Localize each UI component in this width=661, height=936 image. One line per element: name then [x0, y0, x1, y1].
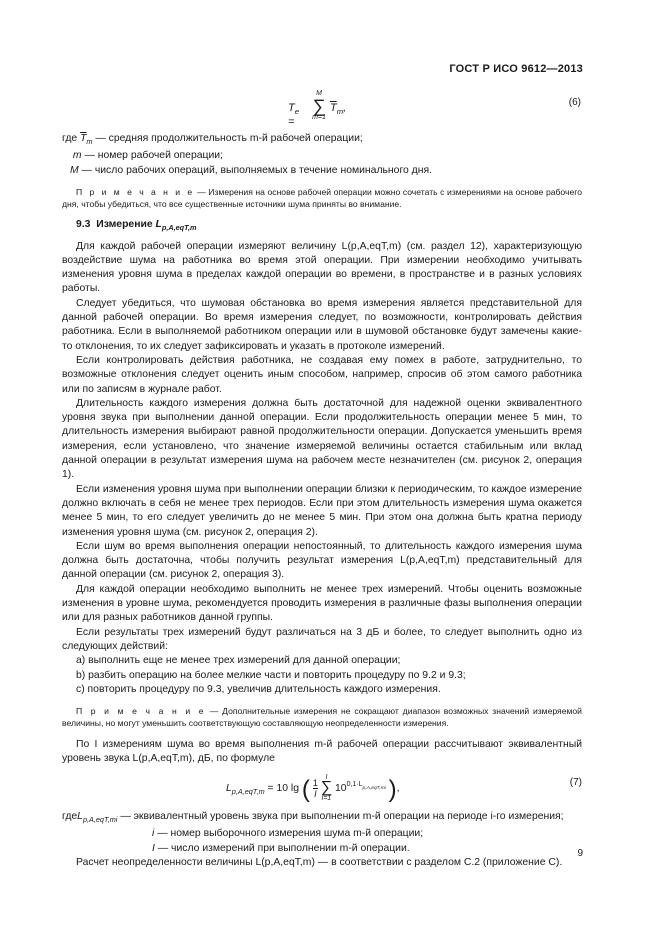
- formula-7: $L_{p,A,eqT,m} = 10$ lg ( $\frac{1}{I}$ I ∑ i=1 $10^{0,1\cdot L_{p,A,eqT,mi}}$ ), (7): [226, 774, 582, 803]
- formula-6-lhs: T: [288, 102, 295, 114]
- paragraph-1: Для каждой рабочей операции измеряют величину L(p,A,eqT,m) (см. раздел 12), характеризующую воздействие шума на работника во время этой операции. При измерении необходимо учитывать изменения уровня шума в пределах каждой операции во времени, в пространстве и в разных условиях работы.: [62, 240, 582, 295]
- note-2: П р и м е ч а н и е — Дополнительные измерения не сокращают диапазон возможных значений измеряемой величины, но могут уменьшить соответствующую составляющую неопределенности измерения.: [62, 706, 582, 729]
- formula-6-rhs: $\overline{T}$: [330, 102, 337, 114]
- paragraph-6: Если шум во время выполнения операции непостоянный, то длительность каждого измерения шума должна быть достаточна, чтобы получить результат измерения L(p,A,eqT,m) представительный для данной операции (см. рисунок 2, операция 3).: [62, 540, 582, 581]
- formula-6-sum-top: M: [316, 90, 322, 97]
- equation-number-6: (6): [568, 97, 581, 108]
- main-text: [62, 132, 582, 870]
- equation-number-7: (7): [569, 777, 582, 789]
- def7-2: i — номер выборочного измерения шума m-й операции;: [152, 828, 424, 840]
- paragraph-8: Если результаты трех измерений будут различаться на 3 дБ и более, то следует выполнить одно из следующих действий:: [62, 626, 582, 652]
- def7-1: гдеL$_{p,A,eqT,mi}$ — эквивалентный уровень звука при выполнении m-й операции на периоде i-го измерения;: [62, 811, 564, 825]
- document-page: ГОСТ Р ИСО 9612—2013 $T_e$ = M ∑ m=1 $\overline{T}_m$, (6) где $\overline{T}_m$ — средняя продолжительность m-й рабочей операции; m — номер рабочей операции; M — число рабочих операций, выполняемых в течение номинального дня. П р и м е ч а н и е — Измерения на основе рабочей операции можно сочетать с измерениями на основе рабочего дня, чтобы убедиться, что все существенные источники шума приняты во внимание. 9.3 Измерение $L_{p,A,eqT,m}$ Для каждой рабочей операции измеряют величину L(p,A,eqT,m) (см. раздел 12), характеризующую воздействие шума на работника во время этой операции. При измерении необходимо учитывать изменения уровня шума в пределах каждой операции во времени, в пространстве и в разных условиях работы. Следует убедиться, что шумовая обстановка во время измерения является представительной для данной рабочей операции. Во время измерения следует, по возможности, контролировать действия работника. Если в выполняемой работником операции или в шумовой обстановке будут замечены какие-то отклонения, то их следует зафиксировать и указать в протоколе измерений. Если контролировать действия работника, не создавая ему помех в работе, затруднительно, то возможные отклонения следует оценить иным способом, например, спросив об этом самого работника или по записям в журнале работ. Длительность каждого измерения должна быть достаточной для надежной оценки эквивалентного уровня звука при выполнении данной операции. Если продолжительность операции менее 5 мин, то длительность измерения выбирают равной продолжительности операции. Допускается уменьшить время измерения, если установлено, что значение измеряемой величины остается стабильным или вклад данной операции в результат измерения шума на рабочем месте незначителен (см. рисунок 2, операция 1). Если изменения уровня шума при выполнении операции близки к периодическим, то каждое измерение должно включать в себя не менее трех периодов. Если при этом длительность измерения шума окажется менее 5 мин, то его следует увеличить до не менее 5 мин. При этом она должна быть кратна периоду изменения уровня шума (см. рисунок 2, операция 2). Если шум во время выполнения операции непостоянный, то длительность каждого измерения шума должна быть достаточна, чтобы получить результат измерения L(p,A,eqT,m) представительный для данной операции (см. рисунок 2, операция 3). Для каждой операции необходимо выполнить не менее трех измерений. Чтобы оценить возможные изменения в уровне шума, рекомендуется проводить измерения в различные фазы выполнения операции или для разных работников данной группы. Если результаты трех измерений будут различаться на 3 дБ и более, то следует выполнить одно из следующих действий: a) выполнить еще не менее трех измерений для данной операции; b) разбить операцию на более мелкие части и повторить процедуру по 9.2 и 9.3; c) повторить процедуру по 9.3, увеличив длительность каждого измерения. П р и м е ч а н и е — Дополнительные измерения не сокращают диапазон возможных значений измеряемой величины, но могут уменьшить соответствующую составляющую неопределенности измерения. По I измерениям шума во время выполнения m-й рабочей операции рассчитывают эквивалентный уровень звука L(p,A,eqT,m), дБ, по формуле $L_{p,A,eqT,m} = 10$ lg ( $\frac{1}{I}$ I ∑ i=1 $10^{0,1\cdot L_{p,A,eqT,mi}}$ ), (7) гдеL$_{p,A,eqT,mi}$ — эквивалентный уровень звука при выполнении m-й операции на периоде i-го измерения; i — номер выборочного измерения шума m-й операции; I — число измерений при выполнении m-й операции. Расчет неопределенности величины L(p,A,eqT,m) — в соответствии с разделом С.2 (приложение С). 9: [0, 0, 661, 936]
- def6-1: где $\overline{T}_m$ — средняя продолжительность m-й рабочей операции;: [62, 133, 363, 146]
- standard-header: ГОСТ Р ИСО 9612—2013: [449, 63, 583, 75]
- formula-6-sum-bottom: m=1: [312, 114, 326, 121]
- section-9-3-heading: 9.3 Измерение $L_{p,A,eqT,m}$: [76, 219, 197, 233]
- paragraph-7: Для каждой операции необходимо выполнить не менее трех измерений. Чтобы оценить возможные изменения в уровне шума, рекомендуется проводить измерения в различные фазы выполнения операции или для разных работников данной группы.: [62, 583, 582, 624]
- paragraph-5: Если изменения уровня шума при выполнении операции близки к периодическим, то каждое измерение должно включать в себя не менее трех периодов. Если при этом длительность измерения шума окажется менее 5 мин, то его следует увеличить до не менее 5 мин. При этом она должна быть кратна периоду изменения уровня шума (см. рисунок 2, операция 2).: [62, 483, 582, 538]
- formula-6-lhs-sub: e: [294, 107, 300, 116]
- sum-sign-icon-2: ∑: [320, 779, 333, 797]
- def6-2: m — номер рабочей операции;: [72, 150, 223, 162]
- page-number: 9: [577, 848, 583, 859]
- note-1: П р и м е ч а н и е — Измерения на основе рабочей операции можно сочетать с измерениями на основе рабочего дня, чтобы убедиться, что все существенные источники шума приняты во внимание.: [62, 186, 582, 210]
- paragraph-3: Если контролировать действия работника, не создавая ему помех в работе, затруднительно, то возможные отклонения следует оценить иным способом, например, спросив об этом самого работника или по записям в журнале работ.: [62, 354, 582, 395]
- def6-3: M — число рабочих операций, выполняемых в течение номинального дня.: [70, 164, 432, 176]
- list-item-c: c) повторить процедуру по 9.3, увеличив длительность каждого измерения.: [76, 683, 441, 695]
- final-paragraph: Расчет неопределенности величины L(p,A,eqT,m) — в соответствии с разделом С.2 (приложение С).: [76, 856, 563, 868]
- list-item-b: b) разбить операцию на более мелкие части и повторить процедуру по 9.2 и 9.3;: [76, 669, 466, 681]
- list-item-a: a) выполнить еще не менее трех измерений для данной операции;: [76, 655, 401, 667]
- def7-3: I — число измерений при выполнении m-й операции.: [152, 842, 410, 854]
- paragraph-before-formula-7: По I измерениям шума во время выполнения m-й рабочей операции рассчитывают эквивалентный уровень звука L(p,A,eqT,m), дБ, по формуле: [62, 738, 582, 764]
- paragraph-4: Длительность каждого измерения должна быть достаточной для надежной оценки эквивалентного уровня звука при выполнении данной операции. Если продолжительность операции менее 5 мин, то длительность измерения выбирают равной продолжительности операции. Допускается уменьшить время измерения, если установлено, что значение измеряемой величины остается стабильным или вклад данной операции в результат измерения шума на рабочем месте незначителен (см. рисунок 2, операция 1).: [62, 397, 582, 481]
- formula-6-sum: [310, 90, 328, 122]
- formula-6-rhs-sub: m: [336, 107, 344, 116]
- paragraph-2: Следует убедиться, что шумовая обстановка во время измерения является представительной для данной рабочей операции. Во время измерения следует, по возможности, контролировать действия работника. Если в выполняемой работником операции или в шумовой обстановке будут замечены какие-то отклонения, то их следует зафиксировать и указать в протоколе измерений.: [62, 297, 582, 352]
- sum-sign-icon: ∑: [312, 96, 326, 116]
